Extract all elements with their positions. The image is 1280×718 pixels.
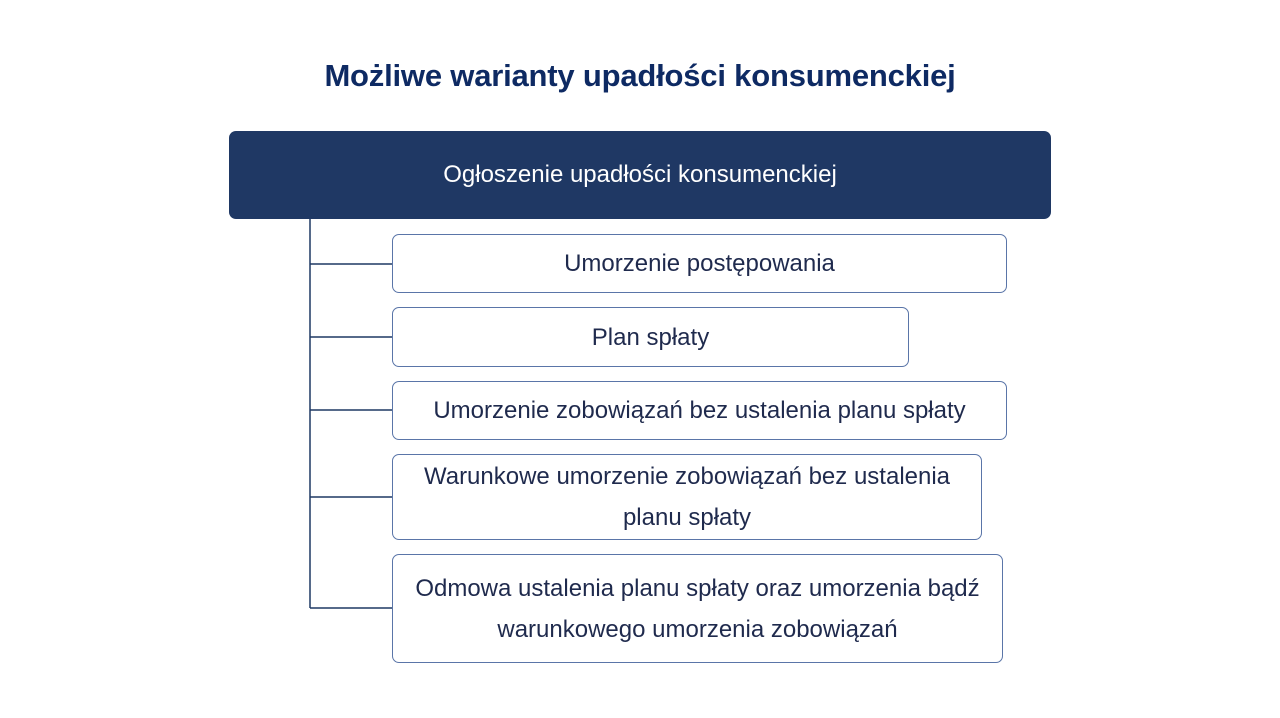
- child-node-label: Plan spłaty: [591, 323, 710, 351]
- child-node-plan-splaty: [392, 307, 909, 367]
- root-node: [229, 131, 1051, 219]
- child-node-umorzenie-bez-planu: [392, 381, 1007, 440]
- diagram-title: Możliwe warianty upadłości konsumenckiej: [324, 58, 956, 93]
- child-node-label: Warunkowe umorzenie zobowiązań bez ustalenia planu spłaty: [423, 463, 951, 531]
- child-node-warunkowe-umorzenie: [392, 454, 982, 540]
- child-node-label: Umorzenie zobowiązań bez ustalenia planu spłaty: [433, 397, 966, 424]
- root-node-label: Ogłoszenie upadłości konsumenckiej: [443, 161, 837, 188]
- child-node-label: Umorzenie postępowania: [564, 250, 835, 277]
- child-node-label: Odmowa ustalenia planu spłaty oraz umorzenia bądź warunkowego umorzenia zobowiązań: [415, 574, 980, 643]
- child-node-umorzenie-postepowania: [392, 234, 1007, 293]
- child-node-odmowa: [392, 554, 1003, 663]
